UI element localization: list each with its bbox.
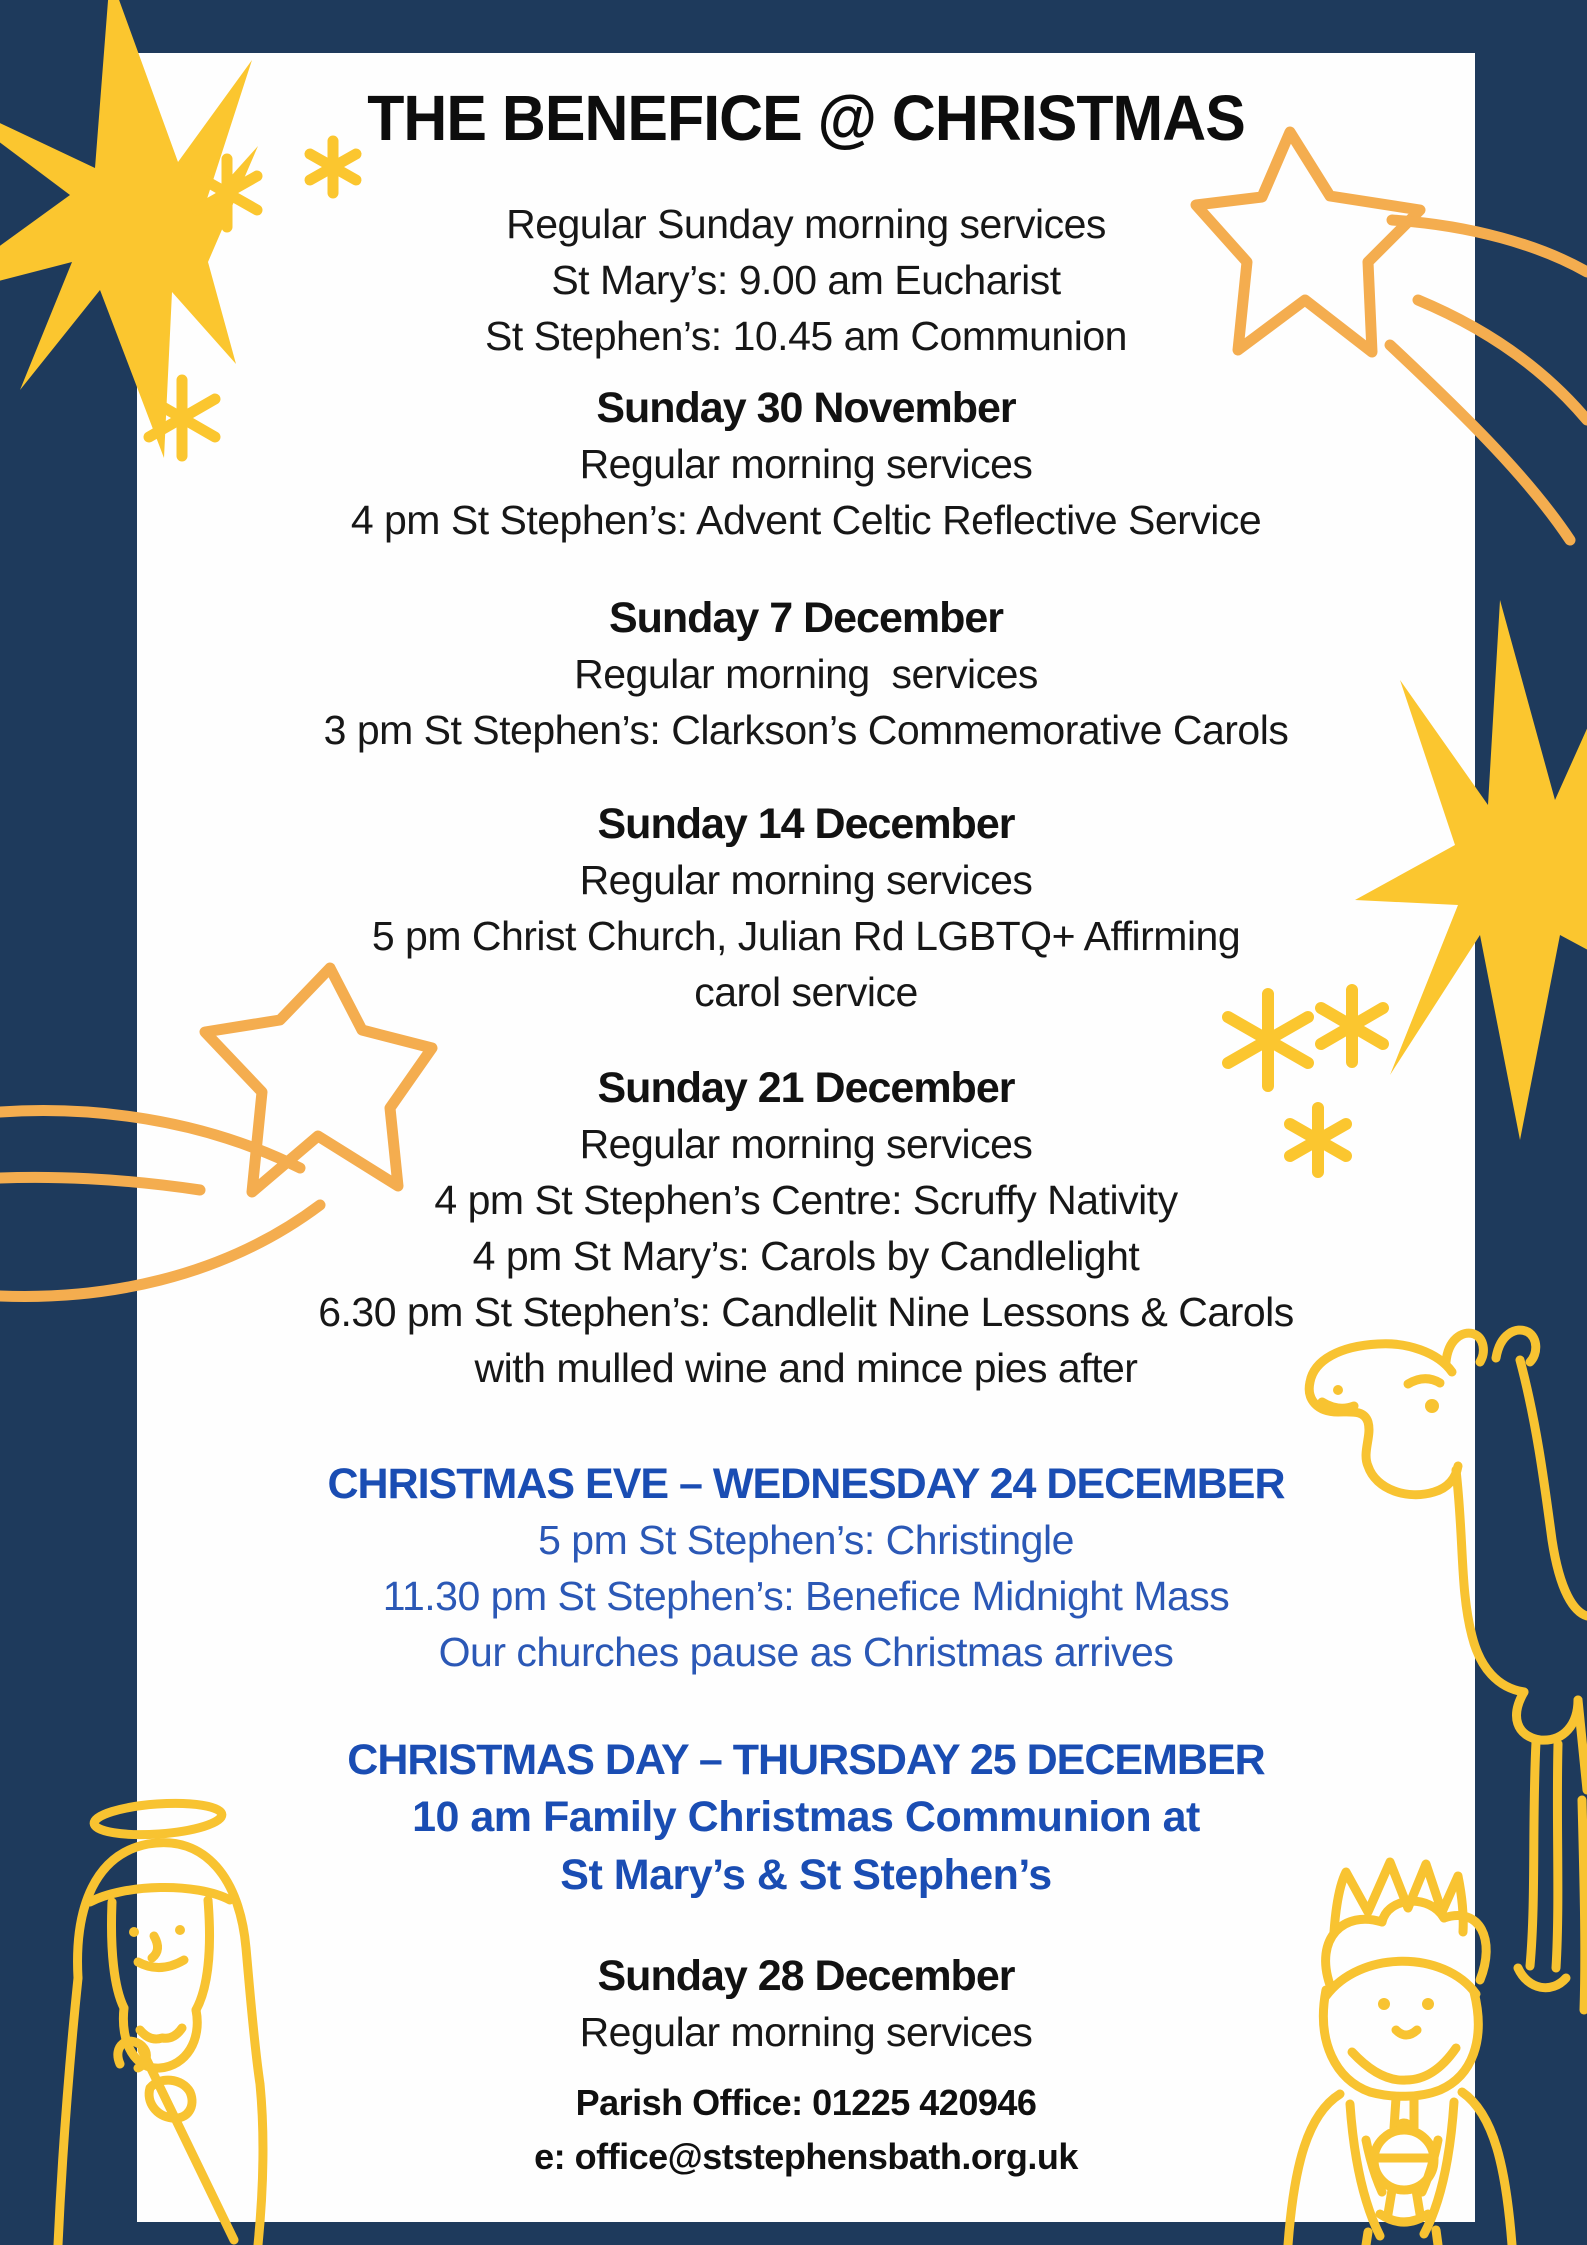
- service-line: Our churches pause as Christmas arrives: [438, 1629, 1174, 1675]
- section-heading: Sunday 28 December: [597, 1952, 1015, 2000]
- service-line: 4 pm St Mary’s: Carols by Candlelight: [472, 1233, 1140, 1279]
- section-heading: CHRISTMAS EVE – WEDNESDAY 24 DECEMBER: [327, 1460, 1285, 1508]
- page-title: THE BENEFICE @ CHRISTMAS: [367, 82, 1245, 154]
- service-line: 5 pm Christ Church, Julian Rd LGBTQ+ Affirming: [371, 913, 1241, 959]
- parish-office-phone: Parish Office: 01225 420946: [575, 2082, 1037, 2123]
- service-line: Regular morning services: [579, 441, 1033, 487]
- section-christmas-day: [137, 1732, 1475, 1904]
- section-heading: CHRISTMAS DAY – THURSDAY 25 DECEMBER: [347, 1736, 1265, 1784]
- section-heading: Sunday 7 December: [608, 594, 1004, 642]
- service-line: 3 pm St Stephen’s: Clarkson’s Commemorative Carols: [323, 707, 1289, 753]
- service-line: St Mary’s & St Stephen’s: [560, 1851, 1052, 1899]
- service-line: 6.30 pm St Stephen’s: Candlelit Nine Lessons & Carols: [318, 1289, 1294, 1335]
- service-line: Regular morning services: [574, 651, 1038, 697]
- service-line: Regular morning services: [579, 2009, 1033, 2055]
- section-heading: Sunday 14 December: [597, 800, 1015, 848]
- parish-office-email: e: office@ststephensbath.org.uk: [534, 2136, 1078, 2177]
- section-sunday-21-december: [137, 1060, 1475, 1396]
- service-line: 4 pm St Stephen’s Centre: Scruffy Nativity: [434, 1177, 1178, 1223]
- service-line: 4 pm St Stephen’s: Advent Celtic Reflective Service: [350, 497, 1262, 543]
- section-christmas-eve: [137, 1456, 1475, 1680]
- intro-line: St Mary’s: 9.00 am Eucharist: [551, 257, 1061, 303]
- service-line: with mulled wine and mince pies after: [474, 1345, 1138, 1391]
- section-heading: Sunday 21 December: [597, 1064, 1015, 1112]
- service-line: 5 pm St Stephen’s: Christingle: [538, 1517, 1074, 1563]
- service-line: carol service: [694, 969, 918, 1015]
- service-line: Regular morning services: [579, 1121, 1033, 1167]
- contact-info: [137, 2076, 1475, 2184]
- service-line: Regular morning services: [579, 857, 1033, 903]
- service-line: 10 am Family Christmas Communion at: [412, 1793, 1200, 1841]
- intro-services: [137, 196, 1475, 364]
- section-sunday-7-december: [137, 590, 1475, 758]
- section-sunday-28-december: [137, 1948, 1475, 2060]
- intro-line: St Stephen’s: 10.45 am Communion: [485, 313, 1127, 359]
- section-sunday-14-december: [137, 796, 1475, 1020]
- section-sunday-30-november: [137, 380, 1475, 548]
- service-line: 11.30 pm St Stephen’s: Benefice Midnight Mass: [382, 1573, 1230, 1619]
- intro-line: Regular Sunday morning services: [506, 201, 1106, 247]
- section-heading: Sunday 30 November: [596, 384, 1016, 432]
